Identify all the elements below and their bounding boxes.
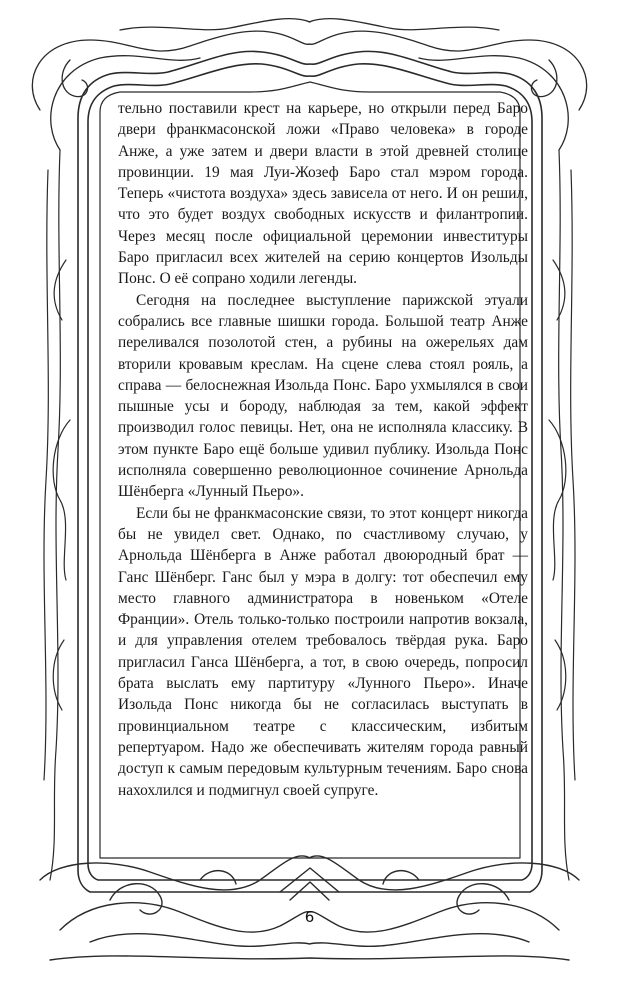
paragraph-2: Сегодня на последнее выступление парижской этуали собрались все главные шишки города. Большой театр Анже переливался позолотой стен, а рубины на ожерельях дам вторили кровавым креслам. На сцене слева стоял рояль, а справа — белоснежная Изольда Понс. Баро ухмылялся в свои пышные усы и бороду, наблюдая за тем, какой эффект производил голос певицы. Нет, она не исполняла классику. В этом пункте Баро ещё больше удивил публику. Изольда Понс исполняла совершенно революционное сочинение Арнольда Шёнберга «Лунный Пьеро». <box>118 291 528 501</box>
paragraph-3: Если бы не франкмасонские связи, то этот концерт никогда бы не увидел свет. Однако, по счастливому случаю, у Арнольда Шёнберга в Анже работал двоюродный брат — Ганс Шёнберг. Ганс был у мэра в долгу: тот обеспечил ему место главного администратора в новеньком «Отеле Франции». Отель только-только построили напротив вокзала, и для управления отелем требовалось твёрдая рука. Баро пригласил Ганса Шёнберга, а тот, в свою очередь, попросил брата выслать ему партитуру «Лунного Пьеро». Иначе Изольда Понс никогда бы не согласилась выступать в провинциальном театре с классическим, избитым репертуаром. Надо же обеспечивать жителям города равный доступ к самым передовым культурным течениям. Баро снова нахохлился и подмигнул своей супруге. <box>118 504 528 799</box>
page-number: 6 <box>304 908 315 926</box>
frame-left-vines <box>44 150 70 880</box>
paragraph-1: тельно поставили крест на карьере, но открыли перед Баро двери франкмасонской ложи «Право человека» в городе Анже, а уже затем и двери власти в этой древней столице провинции. 19 мая Луи-Жозеф Баро стал мэром города. Теперь «чистота воздуха» здесь зависела от него. И он решил, что это будет воздух свободных искусств и филантропии. Через месяц после официальной церемонии инвеституры Баро пригласил всех жителей на серию концертов Изольды Понс. О её сопрано ходили легенды. <box>118 100 528 288</box>
frame-right-vines <box>549 150 575 880</box>
body-text <box>118 98 528 801</box>
